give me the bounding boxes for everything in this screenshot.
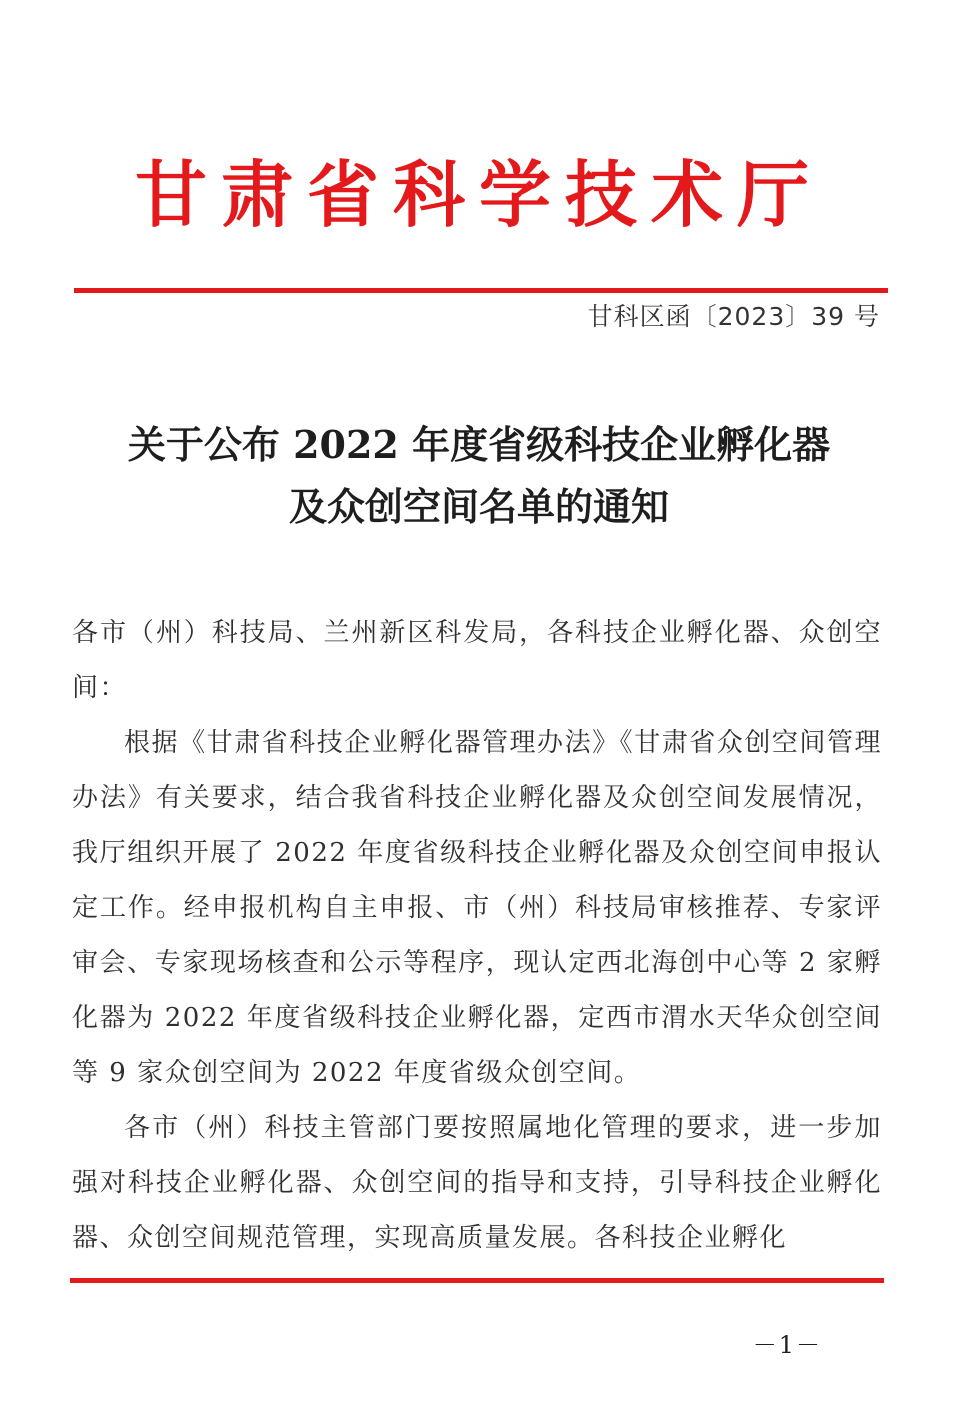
- letterhead-title: 甘肃省科学技术厅: [134, 153, 823, 237]
- page-number: －1－: [752, 1331, 822, 1359]
- salutation: 各市（州）科技局、兰州新区科发局，各科技企业孵化器、众创空间：: [72, 618, 882, 703]
- footer-red-rule: [70, 1278, 884, 1283]
- document-body: [72, 606, 882, 1266]
- body-paragraph-1: 根据《甘肃省科技企业孵化器管理办法》《甘肃省众创空间管理办法》有关要求，结合我省科技企业孵化器及众创空间发展情况，我厅组织开展了 2022 年度省级科技企业孵化器及众创空间申报认定工作。经申报机构自主申报、市（州）科技局审核推荐、专家评审会、专家现场核查和公示等程序，现认定西北海创中心等 2 家孵化器为 2022 年度省级科技企业孵化器，定西市渭水天华众创空间等 9 家众创空间为 2022 年度省级众创空间。: [72, 728, 882, 1088]
- body-paragraph-2: 各市（州）科技主管部门要按照属地化管理的要求，进一步加强对科技企业孵化器、众创空间的指导和支持，引导科技企业孵化器、众创空间规范管理，实现高质量发展。各科技企业孵化: [72, 1113, 882, 1253]
- document-title-line-1: 关于公布 2022 年度省级科技企业孵化器: [127, 422, 831, 467]
- document-title: [0, 414, 958, 538]
- document-title-line-2: 及众创空间名单的通知: [288, 484, 669, 529]
- letterhead-red-rule: [74, 288, 888, 293]
- document-number: 甘科区函〔2023〕39 号: [587, 302, 880, 331]
